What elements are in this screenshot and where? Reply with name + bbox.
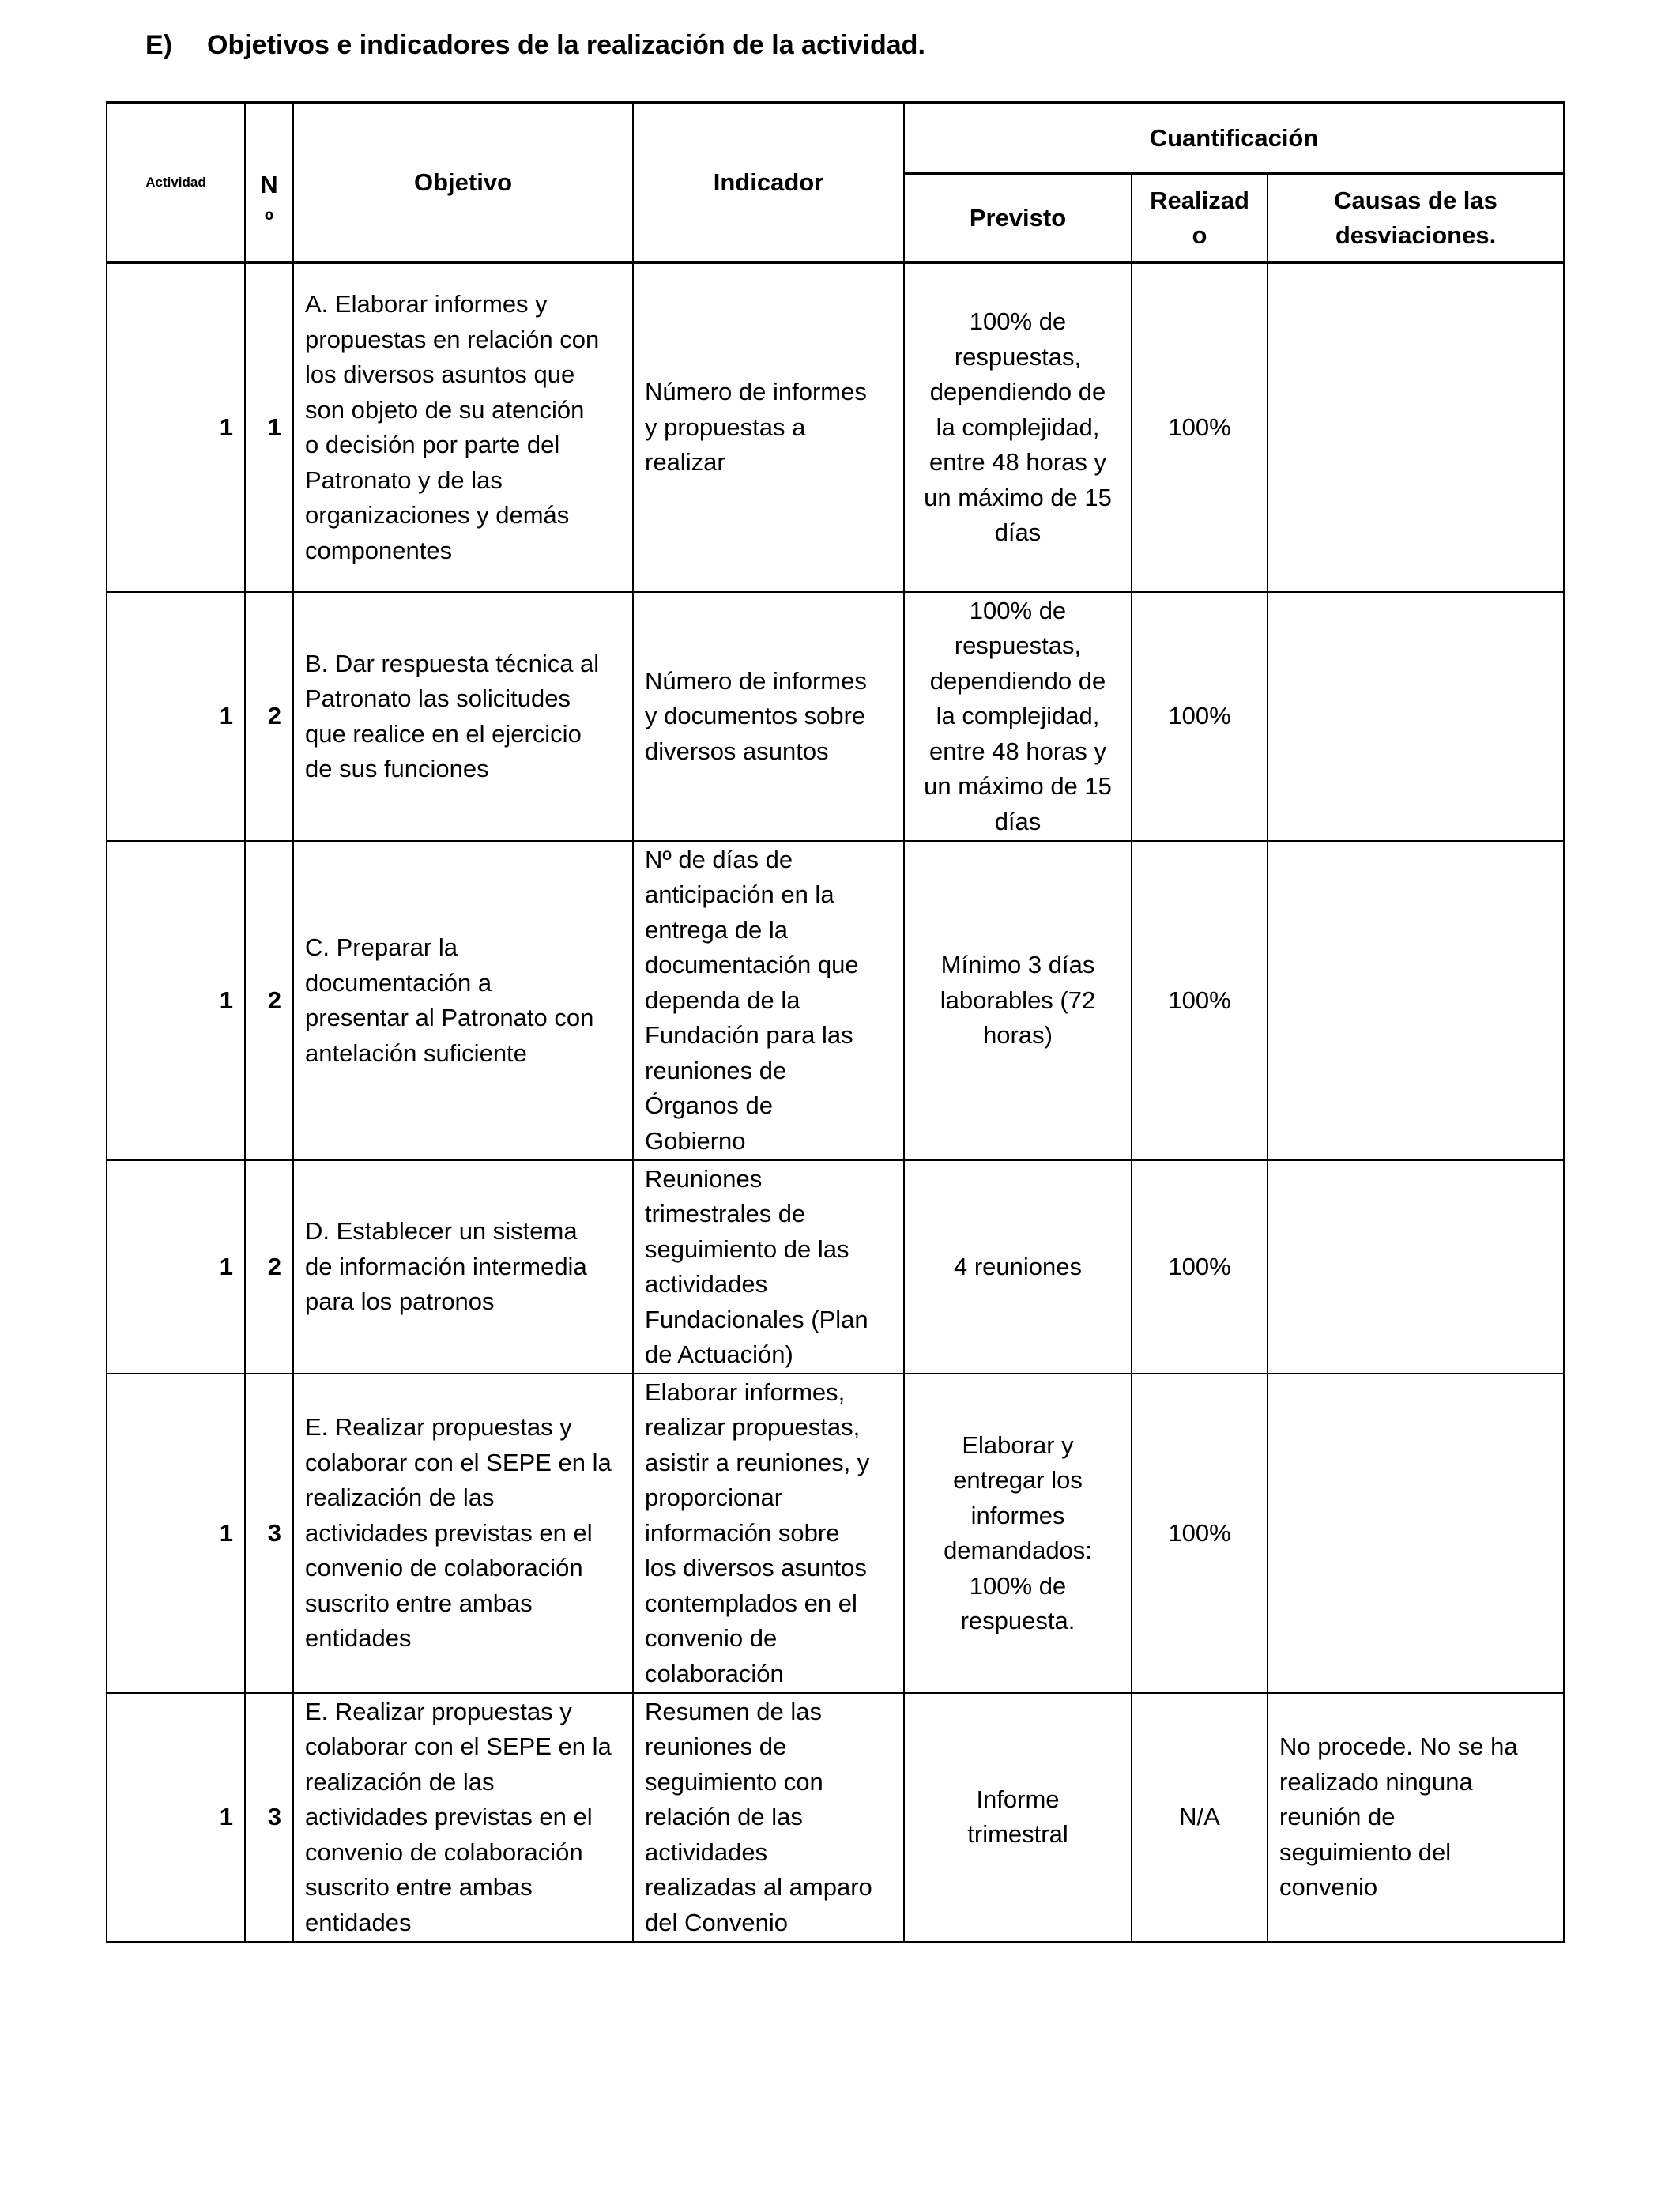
cell-numero: 2 — [245, 841, 293, 1160]
header-indicador: Indicador — [633, 103, 904, 262]
cell-numero: 2 — [245, 592, 293, 841]
cell-previsto: Elaborar y entregar los informes demandados: 100% de respuesta. — [904, 1374, 1132, 1693]
cell-realizado: 100% — [1132, 592, 1268, 841]
cell-objetivo: C. Preparar la documentación a presentar al Patronato con antelación suficiente — [293, 841, 633, 1160]
cell-numero: 1 — [245, 262, 293, 592]
cell-previsto: 4 reuniones — [904, 1160, 1132, 1374]
cell-numero: 3 — [245, 1374, 293, 1693]
cell-indicador: Nº de días de anticipación en la entrega de la documentación que dependa de la Fundación para las reuniones de Órganos de Gobierno — [633, 841, 904, 1160]
table-row — [107, 841, 1564, 1160]
cell-indicador: Reuniones trimestrales de seguimiento de las actividades Fundacionales (Plan de Actuación) — [633, 1160, 904, 1374]
table-row — [107, 1693, 1564, 1942]
cell-actividad: 1 — [107, 1374, 245, 1693]
cell-previsto: 100% de respuestas, dependiendo de la complejidad, entre 48 horas y un máximo de 15 días — [904, 262, 1132, 592]
cell-objetivo: A. Elaborar informes y propuestas en relación con los diversos asuntos que son objeto de su atención o decisión por parte del Patronato y de las organizaciones y demás componentes — [293, 262, 633, 592]
header-previsto: Previsto — [904, 174, 1132, 262]
cell-numero: 2 — [245, 1160, 293, 1374]
cell-realizado: 100% — [1132, 1374, 1268, 1693]
table-row — [107, 1374, 1564, 1693]
cell-objetivo: E. Realizar propuestas y colaborar con el SEPE en la realización de las actividades previstas en el convenio de colaboración suscrito entre ambas entidades — [293, 1693, 633, 1942]
cell-realizado: 100% — [1132, 841, 1268, 1160]
header-objetivo: Objetivo — [293, 103, 633, 262]
section-heading — [145, 30, 925, 61]
cell-objetivo: B. Dar respuesta técnica al Patronato las solicitudes que realice en el ejercicio de sus funciones — [293, 592, 633, 841]
header-numero: Nº — [245, 103, 293, 262]
cell-realizado: 100% — [1132, 1160, 1268, 1374]
cell-objetivo: D. Establecer un sistema de información intermedia para los patronos — [293, 1160, 633, 1374]
cell-numero: 3 — [245, 1693, 293, 1942]
table-row — [107, 262, 1564, 592]
cell-actividad: 1 — [107, 1160, 245, 1374]
header-causas: Causas de las desviaciones. — [1268, 174, 1564, 262]
section-letter: E) — [145, 30, 172, 60]
cell-causas — [1268, 262, 1564, 592]
table-row — [107, 592, 1564, 841]
cell-previsto: Informe trimestral — [904, 1693, 1132, 1942]
cell-actividad: 1 — [107, 841, 245, 1160]
cell-previsto: Mínimo 3 días laborables (72 horas) — [904, 841, 1132, 1160]
cell-causas — [1268, 1160, 1564, 1374]
cell-objetivo: E. Realizar propuestas y colaborar con el SEPE en la realización de las actividades previstas en el convenio de colaboración suscrito entre ambas entidades — [293, 1374, 633, 1693]
cell-realizado: 100% — [1132, 262, 1268, 592]
cell-actividad: 1 — [107, 1693, 245, 1942]
cell-indicador: Resumen de las reuniones de seguimiento con relación de las actividades realizadas al amparo del Convenio — [633, 1693, 904, 1942]
objectives-table — [106, 101, 1565, 1943]
cell-causas — [1268, 1374, 1564, 1693]
cell-causas — [1268, 841, 1564, 1160]
section-title: Objetivos e indicadores de la realización de la actividad. — [207, 30, 925, 60]
cell-indicador: Elaborar informes, realizar propuestas, asistir a reuniones, y proporcionar información sobre los diversos asuntos contemplados en el convenio de colaboración — [633, 1374, 904, 1693]
cell-actividad: 1 — [107, 592, 245, 841]
table-row — [107, 1160, 1564, 1374]
header-cuantificacion: Cuantificación — [904, 103, 1564, 174]
cell-causas: No procede. No se ha realizado ninguna reunión de seguimiento del convenio — [1268, 1693, 1564, 1942]
cell-previsto: 100% de respuestas, dependiendo de la complejidad, entre 48 horas y un máximo de 15 días — [904, 592, 1132, 841]
header-realizado: Realizad o — [1132, 174, 1268, 262]
cell-indicador: Número de informes y documentos sobre diversos asuntos — [633, 592, 904, 841]
header-actividad: Actividad — [107, 103, 245, 262]
cell-indicador: Número de informes y propuestas a realizar — [633, 262, 904, 592]
cell-actividad: 1 — [107, 262, 245, 592]
cell-realizado: N/A — [1132, 1693, 1268, 1942]
cell-causas — [1268, 592, 1564, 841]
